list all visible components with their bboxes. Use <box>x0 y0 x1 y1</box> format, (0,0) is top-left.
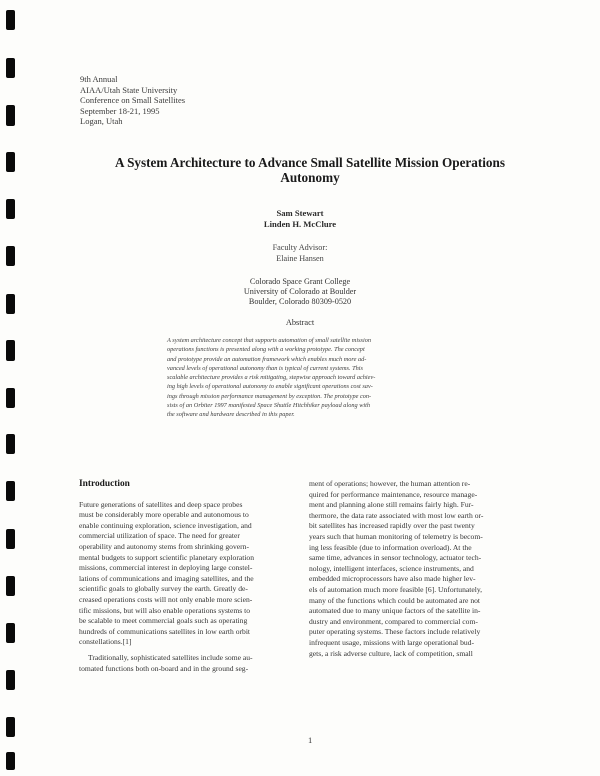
abstract-line: ings through mission performance management by exception. The prototype con- <box>167 392 372 400</box>
body-line: puter operating systems. These factors include relatively <box>309 627 481 637</box>
conference-line: September 18-21, 1995 <box>80 105 160 116</box>
conference-line: Conference on Small Satellites <box>80 95 186 106</box>
body-line: quired for performance maintenance, resource manage- <box>309 489 478 499</box>
binder-hole <box>6 10 15 30</box>
binder-hole <box>6 246 15 266</box>
binder-hole <box>6 434 15 454</box>
body-line: ment of operations; however, the human attention re- <box>309 479 471 488</box>
body-line: dustry and environment, compared to commercial com- <box>309 616 478 626</box>
conference-line: 9th Annual <box>80 74 118 84</box>
body-line: Future generations of satellites and deep space probes <box>79 499 243 509</box>
section-heading: Introduction <box>79 479 130 489</box>
body-line: embedded microprocessors have also made higher lev- <box>309 574 476 584</box>
affiliation-line: Colorado Space Grant College <box>249 277 351 286</box>
abstract-line: sists of an Orbiter 1997 manifested Space Shuttle Hitchhiker payload along with <box>167 402 371 410</box>
author-name: Linden H. McClure <box>263 219 337 229</box>
body-line: infrequent usage, missions with large operational bud- <box>309 637 474 647</box>
body-line: enable continuing exploration, science investigation, and <box>79 520 252 530</box>
affiliation-line: University of Colorado at Boulder <box>243 287 357 297</box>
body-line: be scalable to meet commercial goals such as operating <box>79 616 248 626</box>
body-line: creased operations costs will not only enable more scien- <box>79 594 253 604</box>
affiliation <box>150 277 450 308</box>
body-line: ing less feasible (due to information overload). At the <box>309 542 472 552</box>
binder-hole <box>6 752 15 770</box>
body-line: tific missions, but will also enable operations systems to <box>79 605 251 615</box>
body-line: ment and planning alone still remains fairly high. Fur- <box>309 500 474 510</box>
body-line: thermore, the data rate associated with most low earth or- <box>309 510 484 520</box>
body-line: constellations.[1] <box>79 637 132 647</box>
binder-hole <box>6 199 15 219</box>
body-line: bit satellites has increased rapidly over the past twenty <box>309 521 475 531</box>
body-line: must be considerably more operable and autonomous to <box>79 510 249 520</box>
body-line: gets, a risk adverse culture, lack of competition, small <box>309 648 473 658</box>
paper-title <box>60 155 560 185</box>
binder-hole <box>6 152 15 172</box>
binder-hole <box>6 717 15 737</box>
advisor-label: Faculty Advisor: <box>272 243 328 252</box>
binder-hole <box>6 576 15 596</box>
conference-line: Logan, Utah <box>80 116 123 127</box>
right-column <box>309 479 547 659</box>
body-line: tomated functions both on-board and in the ground seg- <box>79 663 249 673</box>
body-line: missions, commercial interest in deploying large constel- <box>79 563 253 573</box>
binder-hole <box>6 529 15 549</box>
binder-hole <box>6 340 15 361</box>
abstract-text <box>167 336 463 420</box>
author-name: Sam Stewart <box>276 208 324 218</box>
faculty-advisor <box>150 243 450 264</box>
body-line: years such that human monitoring of telemetry is becom- <box>309 531 483 541</box>
abstract-line: operations functions is presented along with a working prototype. The concept <box>167 346 365 354</box>
abstract-line: and prototype provide an automation framework which enables much more ad- <box>167 355 367 363</box>
title-line: A System Architecture to Advance Small Satellite Mission Operations <box>115 155 505 170</box>
body-line: commercial utilization of space. The need for greater <box>79 531 240 541</box>
binder-hole <box>6 294 15 314</box>
body-line: scientific goals to globally survey the earth. Greatly de- <box>79 584 248 594</box>
affiliation-line: Boulder, Colorado 80309-0520 <box>248 297 352 307</box>
body-line: lations of communications and imaging satellites, and the <box>79 573 254 583</box>
binder-hole <box>6 670 15 690</box>
body-line: hundreds of communications satellites in low earth orbit <box>79 626 251 636</box>
body-line: mental budgets to support scientific planetary exploration <box>79 552 255 562</box>
left-column <box>79 479 311 674</box>
advisor-name: Elaine Hansen <box>276 253 324 263</box>
binder-hole <box>6 481 15 501</box>
abstract-line: A system architecture concept that supports automation of small satellite mission <box>167 337 372 344</box>
binder-hole <box>6 58 15 78</box>
abstract-line: vanced levels of operational autonomy than is typical of current systems. This <box>167 364 363 372</box>
body-line: els of automation much more feasible [6]. Unfortunately, <box>309 584 483 594</box>
page-number: 1 <box>308 735 313 745</box>
conference-info <box>80 74 185 127</box>
binder-hole <box>6 388 15 408</box>
binder-hole <box>6 105 15 126</box>
body-line: same time, advances in sensor technology, actuator tech- <box>309 553 482 563</box>
title-line: Autonomy <box>280 170 340 185</box>
conference-line: AIAA/Utah State University <box>80 84 178 95</box>
body-line: automated due to many unique factors of the satellite in- <box>309 606 481 616</box>
authors <box>150 208 450 230</box>
abstract-heading: Abstract <box>285 318 315 327</box>
body-line: nology, intelligent interfaces, science instruments, and <box>309 563 474 573</box>
abstract-line: scalable architecture provides a risk mitigating, stepwise approach toward achiev- <box>167 374 376 382</box>
abstract-line: the software and hardware described in this paper. <box>167 411 295 419</box>
binder-hole <box>6 623 15 643</box>
body-line: operability and autonomy stems from shrinking govern- <box>79 541 249 551</box>
body-line: many of the functions which could be automated are not <box>309 595 481 605</box>
abstract-line: ing high levels of operational autonomy to enable significant operations cost sav- <box>167 383 373 391</box>
body-line: Traditionally, sophisticated satellites include some au- <box>88 652 253 662</box>
